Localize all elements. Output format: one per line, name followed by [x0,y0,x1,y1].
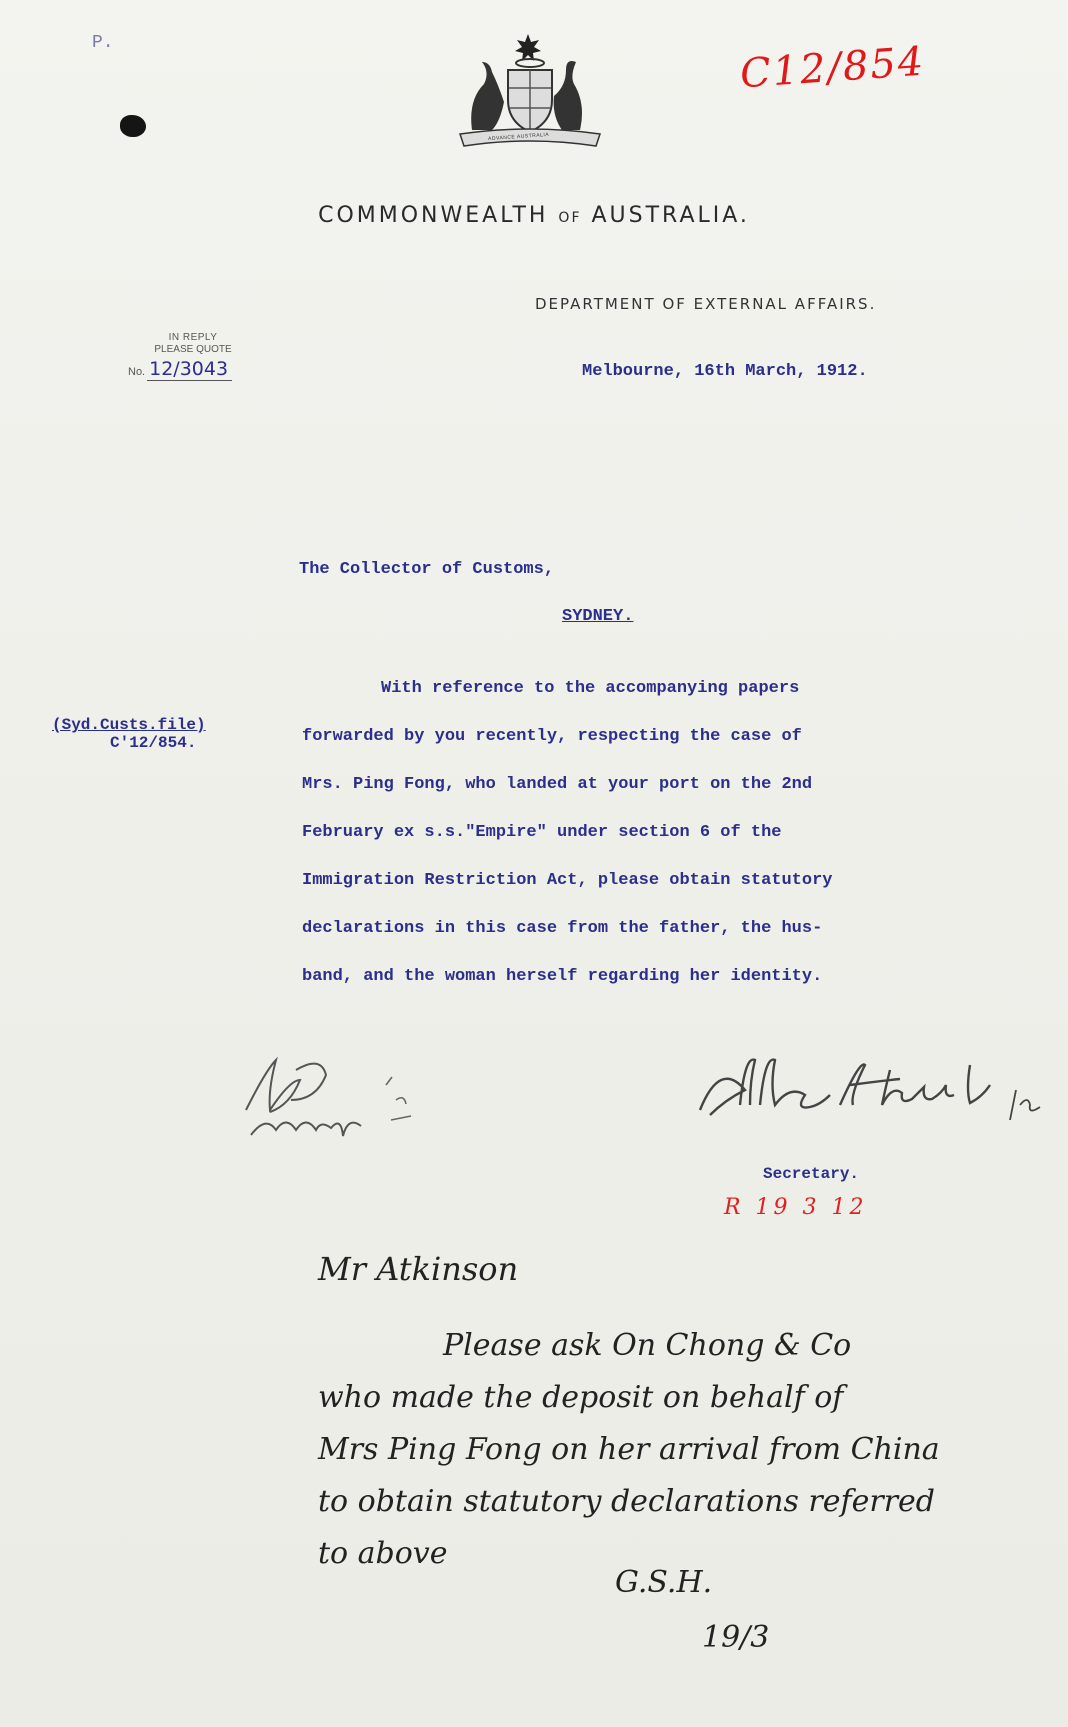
department-heading: DEPARTMENT OF EXTERNAL AFFAIRS. [535,295,877,313]
addressee-city: SYDNEY. [562,607,634,626]
handwritten-line: to above [318,1536,448,1571]
quote-label: PLEASE QUOTE [154,344,232,355]
body-line: declarations in this case from the father, the hus- [302,919,823,938]
coat-of-arms-icon [450,30,610,150]
body-line: February ex s.s."Empire" under section 6 of the [302,823,782,842]
handwritten-name: Mr Atkinson [318,1250,519,1288]
reply-label: IN REPLY [168,332,218,343]
ink-blot [120,115,146,137]
handwritten-initials-signature [236,1040,436,1150]
body-line: With reference to the accompanying papers [381,679,800,698]
reply-box [128,332,258,381]
side-reference-line-1: (Syd.Custs.file) [52,716,206,734]
archive-reference: C12/854 [738,38,927,98]
handwritten-line: Mrs Ping Fong on her arrival from China [318,1432,940,1467]
corner-mark: P. [92,33,114,53]
secretary-title: Secretary. [763,1165,860,1183]
reply-number: 12/3043 [147,358,232,381]
side-reference-line-2: C'12/854. [110,734,197,752]
title-part-2: AUSTRALIA. [591,203,750,228]
secretary-signature [690,1050,1060,1140]
handwritten-date: 19/3 [702,1620,770,1655]
no-label: No. [128,366,146,378]
handwritten-line: who made the deposit on behalf of [318,1380,844,1415]
handwritten-note [318,1320,1058,1580]
body-line: Mrs. Ping Fong, who landed at your port on the 2nd [302,775,813,794]
handwritten-line: Please ask On Chong & Co [443,1328,852,1363]
side-reference [52,716,206,752]
handwritten-line: to obtain statutory declarations referred [318,1484,935,1519]
letter-body [302,665,1022,1001]
date-line: Melbourne, 16th March, 1912. [582,362,868,381]
title-part-1: COMMONWEALTH [318,203,549,228]
received-date-stamp: R 19 3 12 [724,1195,868,1220]
crest-motto: ADVANCE AUSTRALIA [487,131,550,143]
title-of: OF [558,210,582,226]
addressee: The Collector of Customs, [299,560,555,579]
body-line: Immigration Restriction Act, please obtain statutory [302,871,833,890]
body-line: band, and the woman herself regarding her identity. [302,967,823,986]
body-line: forwarded by you recently, respecting the case of [302,727,802,746]
reply-number-row [128,358,258,381]
letterhead-title [0,203,1068,228]
handwritten-initials: G.S.H. [615,1565,713,1600]
